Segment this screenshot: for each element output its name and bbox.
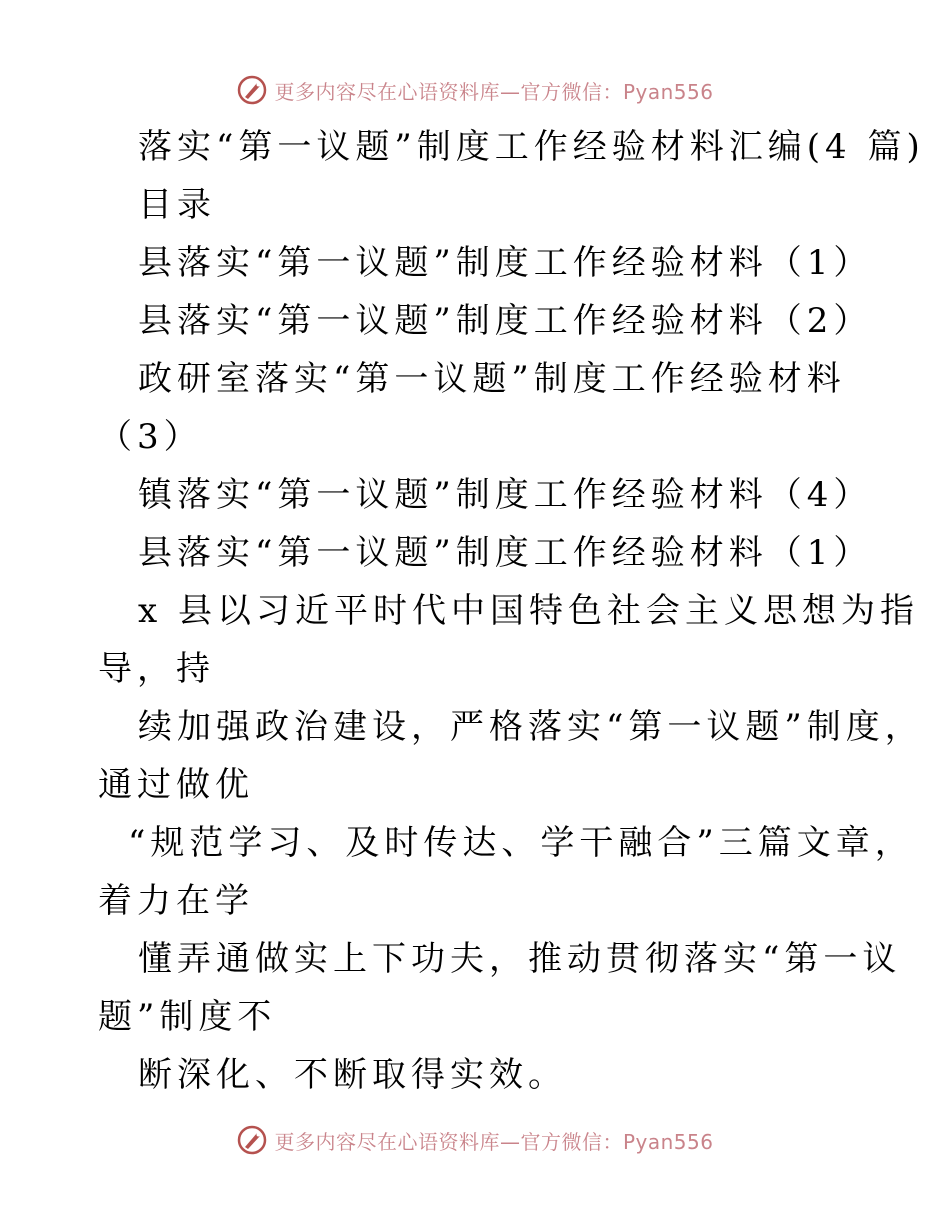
top-watermark-banner [0, 70, 950, 110]
document-body [98, 118, 925, 1104]
toc-item: 镇落实“第一议题”制度工作经验材料（4） [138, 475, 873, 515]
body-line: 题”制度不 [98, 997, 277, 1037]
toc-item: 县落实“第一议题”制度工作经验材料（1） [138, 243, 873, 283]
body-line: 续加强政治建设，严格落实“第一议题”制度， [138, 707, 924, 747]
watermark-text: 更多内容尽在心语资料库—官方微信：Pyan556 [274, 79, 714, 104]
toc-item-continuation: （3） [98, 417, 203, 457]
body-line: x 县以习近平时代中国特色社会主义思想为指 [138, 591, 919, 631]
body-line: 懂弄通做实上下功夫，推动贯彻落实“第一议 [138, 939, 902, 979]
toc-heading: 目录 [138, 185, 216, 225]
body-line: “规范学习、及时传达、学干融合”三篇文章， [128, 823, 914, 863]
body-line: 着力在学 [98, 881, 254, 921]
section-title: 县落实“第一议题”制度工作经验材料（1） [138, 533, 873, 573]
pen-logo-icon [236, 1124, 268, 1156]
pen-logo-icon [236, 74, 268, 106]
watermark-text: 更多内容尽在心语资料库—官方微信：Pyan556 [274, 1129, 714, 1154]
toc-item: 政研室落实“第一议题”制度工作经验材料 [138, 359, 846, 399]
body-line: 断深化、不断取得实效。 [138, 1055, 567, 1095]
body-line: 通过做优 [98, 765, 254, 805]
bottom-watermark-banner [0, 1120, 950, 1160]
document-title: 落实“第一议题”制度工作经验材料汇编(4 篇) [138, 127, 925, 167]
toc-item: 县落实“第一议题”制度工作经验材料（2） [138, 301, 873, 341]
body-line: 导，持 [98, 649, 215, 689]
